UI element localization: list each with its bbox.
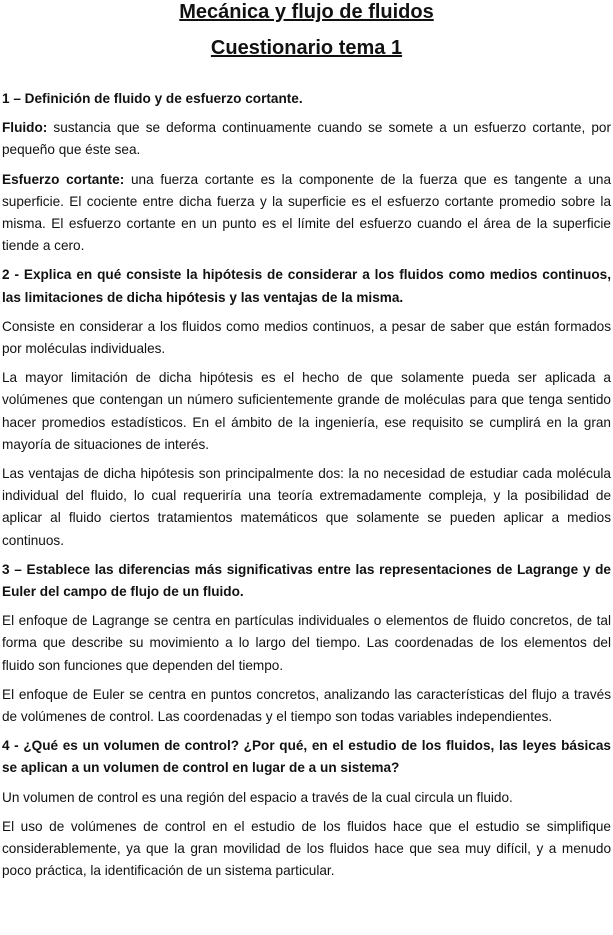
answer-paragraph xyxy=(2,117,611,161)
term-label: Esfuerzo cortante: xyxy=(2,171,125,187)
question-4: 4 - ¿Qué es un volumen de control? ¿Por qué, en el estudio de los fluidos, las leyes básicas se aplican a un volumen de control en lugar de a un sistema? xyxy=(2,738,611,776)
answer-paragraph: El enfoque de Euler se centra en puntos concretos, analizando las características del flujo a través de volúmenes de control. Las coordenadas y el tiempo son todas variables independientes. xyxy=(2,686,611,725)
document-subtitle: Cuestionario tema 1 xyxy=(210,37,403,59)
term-definition: una fuerza cortante es la componente de la fuerza que es tangente a una superficie. El cociente entre dicha fuerza y la superficie es el esfuerzo cortante promedio sobre la misma. El esfuerzo cortante en un punto es el límite del esfuerzo cuando el área de la superficie tiende a cero. xyxy=(2,171,611,254)
question-1: 1 – Definición de fluido y de esfuerzo cortante. xyxy=(2,91,303,106)
answer-paragraph: Las ventajas de dicha hipótesis son principalmente dos: la no necesidad de estudiar cada molécula individual del fluido, lo cual requeriría una teoría extremadamente compleja, y la posibilidad de aplicar al fluido ciertos tratamientos matemáticos que solamente se pueden aplicar a medios continuos. xyxy=(2,466,611,548)
answer-paragraph: Un volumen de control es una región del espacio a través de la cual circula un fluido. xyxy=(2,789,513,805)
term-label: Fluido: xyxy=(2,120,48,136)
answer-paragraph: La mayor limitación de dicha hipótesis es el hecho de que solamente pueda ser aplicada a volúmenes que contengan un número suficientemente grande de moléculas para que tenga sentido hacer promedios estadísticos. En el ámbito de la ingeniería, ese requisito se cumplirá en la gran mayoría de situaciones de interés. xyxy=(2,370,611,452)
answer-paragraph: El uso de volúmenes de control en el estudio de los fluidos hace que el estudio se simplifique considerablemente, ya que la gran movilidad de los fluidos hace que sea muy difícil, y a menudo poco práctica, la identificación de un sistema particular. xyxy=(2,818,611,879)
answer-paragraph: Consiste en considerar a los fluidos como medios continuos, a pesar de saber que están formados por moléculas individuales. xyxy=(2,318,611,357)
answer-paragraph: El enfoque de Lagrange se centra en partículas individuales o elementos de fluido concretos, de tal forma que describe su movimiento a lo largo del tiempo. Las coordenadas de los elementos del fluido son funciones que dependen del tiempo. xyxy=(2,613,611,673)
question-3: 3 – Establece las diferencias más significativas entre las representaciones de Lagrange y de Euler del campo de flujo de un fluido. xyxy=(2,561,611,600)
answer-paragraph xyxy=(2,169,611,258)
question-2: 2 - Explica en qué consiste la hipótesis de considerar a los fluidos como medios continuos, las limitaciones de dicha hipótesis y las ventajas de la misma. xyxy=(2,267,611,305)
term-definition: sustancia que se deforma continuamente cuando se somete a un esfuerzo cortante, por pequeño que éste sea. xyxy=(2,120,611,158)
document-title: Mecánica y flujo de fluidos xyxy=(179,1,434,23)
